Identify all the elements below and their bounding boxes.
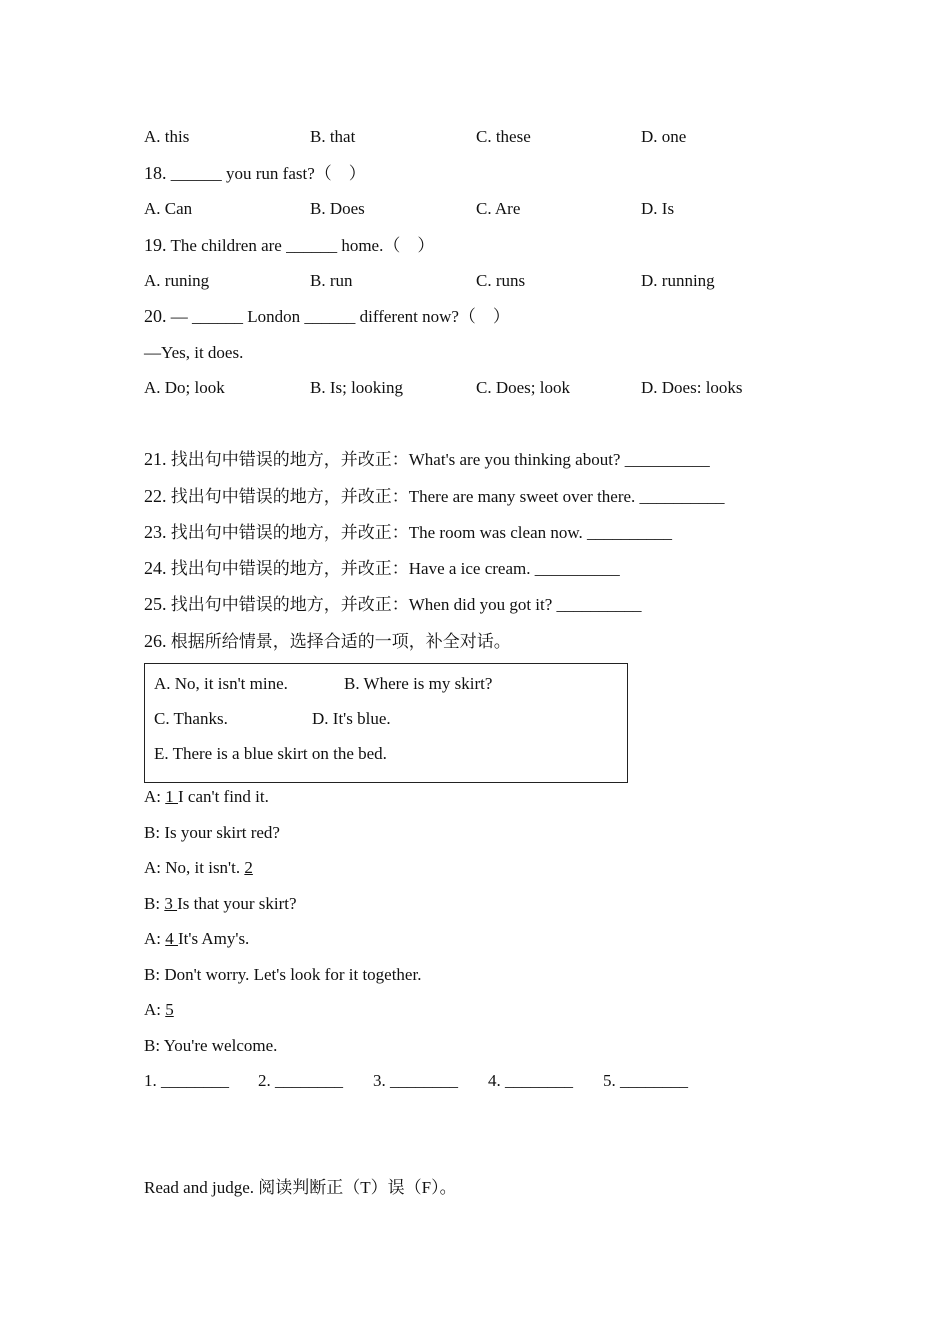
question-text: — ______ London ______ different now?（ ） (170, 307, 510, 326)
question-26 (144, 630, 511, 653)
q17-option-a: A. this (144, 127, 190, 146)
answer-slot-4: 4. ________ (488, 1071, 573, 1090)
dialog-line (144, 999, 174, 1021)
answer-slot-5: 5. ________ (603, 1071, 688, 1090)
dialog-line (144, 822, 280, 844)
speaker: A: (144, 787, 161, 806)
box-option-d: D. It's blue. (312, 709, 391, 728)
answer-blank: 5 (165, 1000, 174, 1019)
question-text: 找出句中错误的地方，并改正：Have a ice cream. __________ (170, 559, 620, 578)
question-23 (144, 521, 672, 544)
question-25 (144, 593, 642, 616)
answer-blank: 3 (164, 894, 178, 913)
question-number: 20. (144, 306, 167, 326)
q20-option-a: A. Do; look (144, 378, 225, 397)
answer-blank: 1 (165, 787, 178, 806)
question-text: 根据所给情景，选择合适的一项，补全对话。 (170, 632, 511, 651)
answer-slot-1: 1. ________ (144, 1071, 229, 1090)
box-option-c: C. Thanks. (154, 709, 228, 728)
line-text: You're welcome. (163, 1036, 278, 1055)
speaker: B: (144, 894, 161, 913)
question-number: 26. (144, 631, 167, 651)
q20-option-d: D. Does: looks (641, 378, 743, 397)
question-text: 找出句中错误的地方，并改正：When did you got it? __________ (170, 595, 642, 614)
question-19 (144, 234, 434, 257)
q18-option-c: C. Are (476, 199, 521, 218)
question-text: ______ you run fast?（ ） (170, 164, 366, 183)
question-text: The children are ______ home.（ ） (170, 236, 435, 255)
question-text: 找出句中错误的地方，并改正：What's are you thinking about? __________ (170, 450, 710, 469)
q19-option-b: B. run (310, 271, 353, 290)
dialog-line (144, 928, 249, 950)
q20-option-c: C. Does; look (476, 378, 570, 397)
question-text: 找出句中错误的地方，并改正：The room was clean now. __________ (170, 523, 673, 542)
q20-option-b: B. Is; looking (310, 378, 404, 397)
question-24 (144, 557, 620, 580)
line-text: No, it isn't. (165, 858, 245, 877)
q19-option-d: D. running (641, 271, 715, 290)
speaker: B: (144, 823, 161, 842)
question-number: 23. (144, 522, 167, 542)
q17-option-c: C. these (476, 127, 531, 146)
q18-option-d: D. Is (641, 199, 675, 218)
answer-blank: 4 (165, 929, 178, 948)
question-number: 22. (144, 486, 167, 506)
q18-option-b: B. Does (310, 199, 365, 218)
box-option-b: B. Where is my skirt? (344, 674, 493, 693)
line-text: Is that your skirt? (177, 894, 297, 913)
question-22 (144, 485, 725, 508)
question-number: 21. (144, 449, 167, 469)
speaker: B: (144, 1036, 161, 1055)
box-option-e: E. There is a blue skirt on the bed. (154, 744, 387, 763)
dialog-line (144, 1035, 277, 1057)
question-number: 25. (144, 594, 167, 614)
question-number: 24. (144, 558, 167, 578)
speaker: A: (144, 858, 161, 877)
question-20 (144, 305, 510, 328)
line-text: I can't find it. (178, 787, 269, 806)
dialog-line (144, 964, 421, 986)
q17-option-d: D. one (641, 127, 687, 146)
dialog-line (144, 786, 269, 808)
line-text: Is your skirt red? (164, 823, 280, 842)
q20-reply: —Yes, it does. (144, 343, 244, 362)
q19-option-c: C. runs (476, 271, 526, 290)
q19-option-a: A. runing (144, 271, 210, 290)
speaker: A: (144, 1000, 161, 1019)
box-option-a: A. No, it isn't mine. (154, 674, 288, 693)
answer-slot-3: 3. ________ (373, 1071, 458, 1090)
question-18 (144, 162, 366, 185)
line-text: It's Amy's. (178, 929, 250, 948)
speaker: B: (144, 965, 161, 984)
section-title: Read and judge. 阅读判断正（T）误（F）。 (144, 1178, 457, 1197)
dialog-line (144, 857, 253, 879)
answer-slot-2: 2. ________ (258, 1071, 343, 1090)
q17-option-b: B. that (310, 127, 356, 146)
question-number: 18. (144, 163, 167, 183)
dialog-line (144, 893, 297, 915)
speaker: A: (144, 929, 161, 948)
question-text: 找出句中错误的地方，并改正：There are many sweet over there. __________ (170, 487, 725, 506)
options-box (144, 663, 628, 783)
question-21 (144, 448, 710, 471)
question-number: 19. (144, 235, 167, 255)
answer-blank: 2 (244, 858, 253, 877)
q18-option-a: A. Can (144, 199, 193, 218)
line-text: Don't worry. Let's look for it together. (164, 965, 422, 984)
